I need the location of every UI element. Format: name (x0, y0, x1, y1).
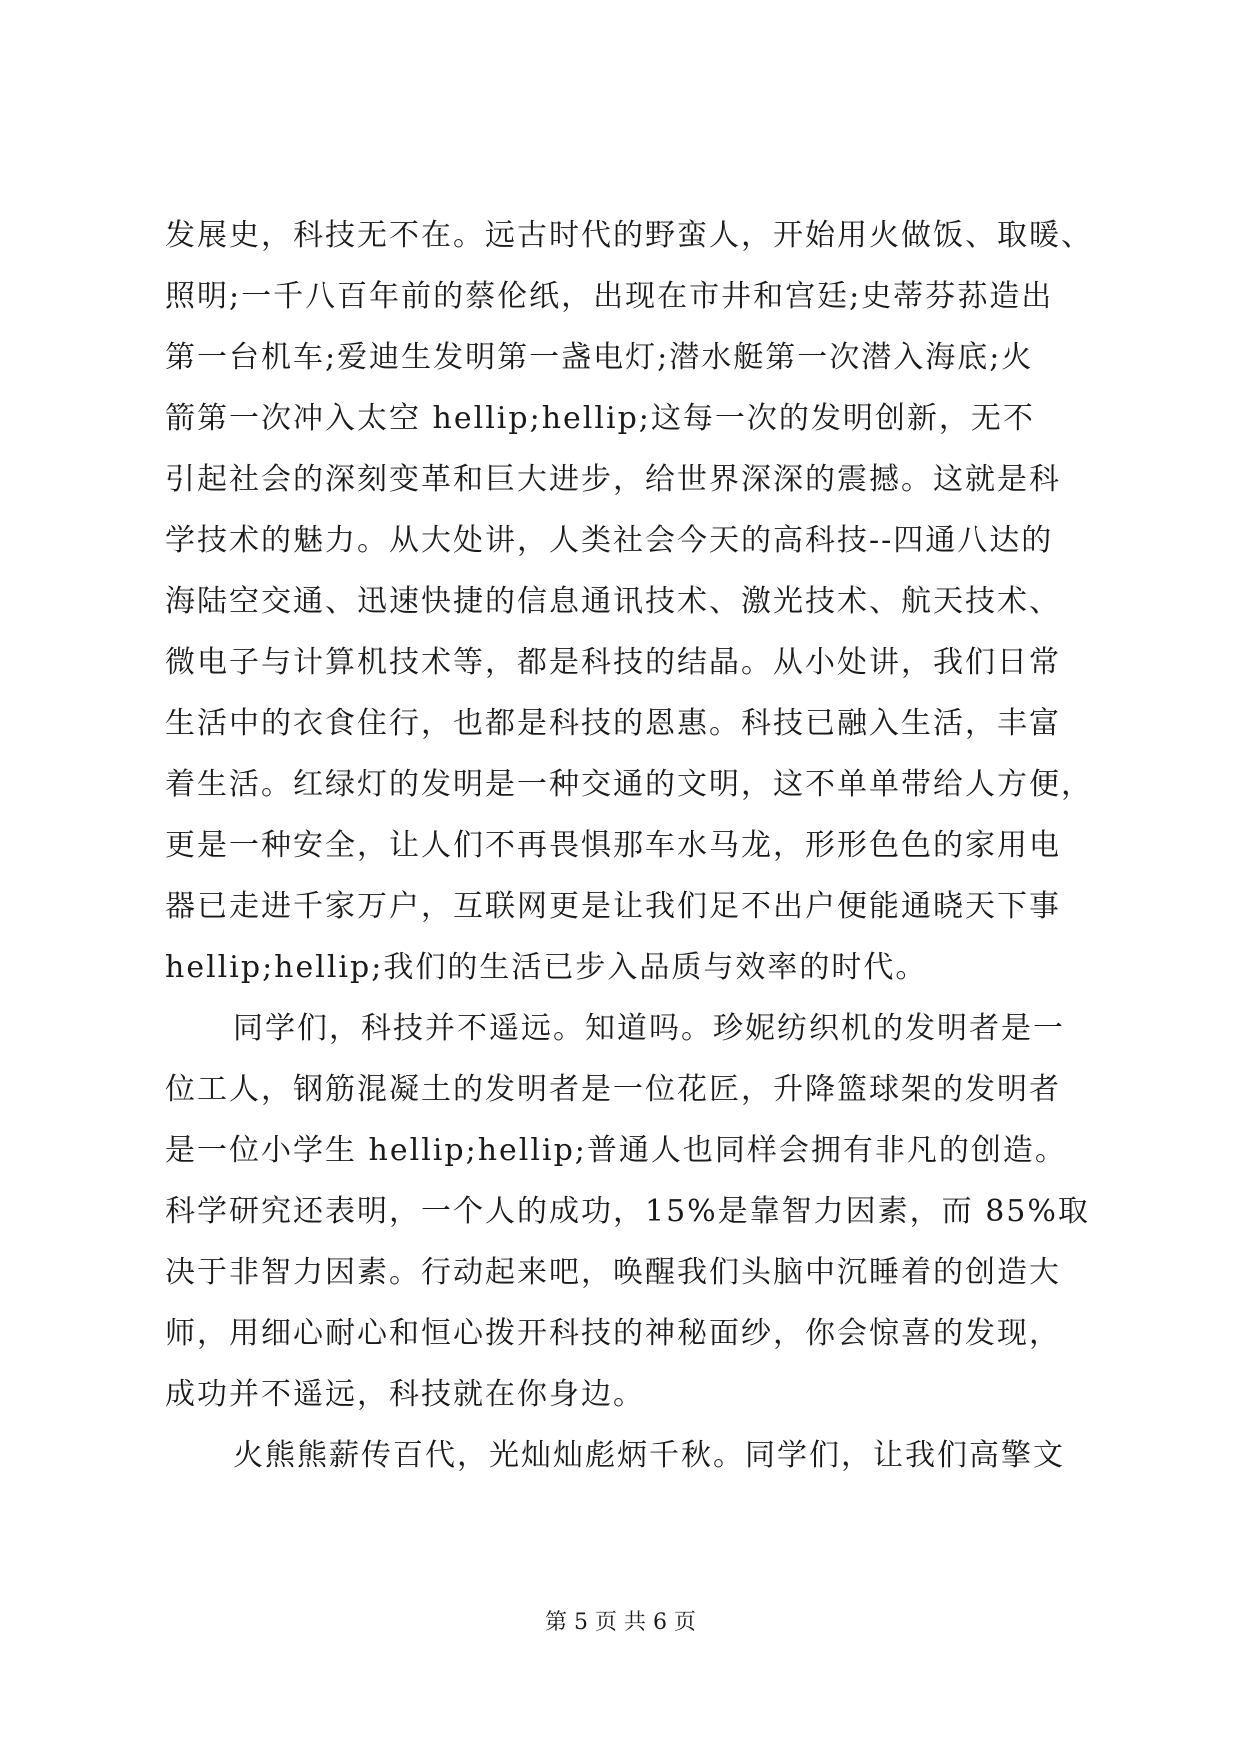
text-line: 着生活。红绿灯的发明是一种交通的文明，这不单单带给人方便， (165, 767, 1093, 802)
text-line: 更是一种安全，让人们不再畏惧那车水马龙，形形色色的家用电 (165, 828, 1061, 863)
text-line: 发展史，科技无不在。远古时代的野蛮人，开始用火做饭、取暖、 (165, 218, 1093, 253)
text-line: 箭第一次冲入太空 hellip;hellip;这每一次的发明创新，无不 (165, 401, 1035, 436)
text-line: 成功并不遥远，科技就在你身边。 (165, 1377, 645, 1412)
text-line: 微电子与计算机技术等，都是科技的结晶。从小处讲，我们日常 (165, 645, 1061, 680)
page-number-footer: 第 5 页 共 6 页 (545, 1610, 696, 1635)
paragraph-start-line: 火熊熊薪传百代，光灿灿彪炳千秋。同学们，让我们高擎文 (233, 1438, 1065, 1473)
text-line: 生活中的衣食住行，也都是科技的恩惠。科技已融入生活，丰富 (165, 706, 1061, 741)
text-line: 器已走进千家万户，互联网更是让我们足不出户便能通晓天下事 (165, 889, 1061, 924)
text-line: 照明;一千八百年前的蔡伦纸，出现在市井和宫廷;史蒂芬荪造出 (165, 279, 1054, 314)
text-line: 第一台机车;爱迪生发明第一盏电灯;潜水艇第一次潜入海底;火 (165, 340, 1034, 375)
text-line: 海陆空交通、迅速快捷的信息通讯技术、激光技术、航天技术、 (165, 584, 1061, 619)
text-line: 引起社会的深刻变革和巨大进步，给世界深深的震撼。这就是科 (165, 462, 1061, 497)
text-line: 师，用细心耐心和恒心拨开科技的神秘面纱，你会惊喜的发现， (165, 1316, 1061, 1351)
text-line: 是一位小学生 hellip;hellip;普通人也同样会拥有非凡的创造。 (165, 1133, 1067, 1168)
text-line: 学技术的魅力。从大处讲，人类社会今天的高科技--四通八达的 (165, 523, 1054, 558)
text-line: hellip;hellip;我们的生活已步入品质与效率的时代。 (165, 950, 928, 985)
paragraph-start-line: 同学们，科技并不遥远。知道吗。珍妮纺织机的发明者是一 (233, 1011, 1065, 1046)
document-body (165, 205, 1093, 1486)
text-line: 科学研究还表明，一个人的成功，15%是靠智力因素，而 85%取 (165, 1194, 1090, 1229)
text-line: 决于非智力因素。行动起来吧，唤醒我们头脑中沉睡着的创造大 (165, 1255, 1061, 1290)
text-line: 位工人，钢筋混凝土的发明者是一位花匠，升降篮球架的发明者 (165, 1072, 1061, 1107)
